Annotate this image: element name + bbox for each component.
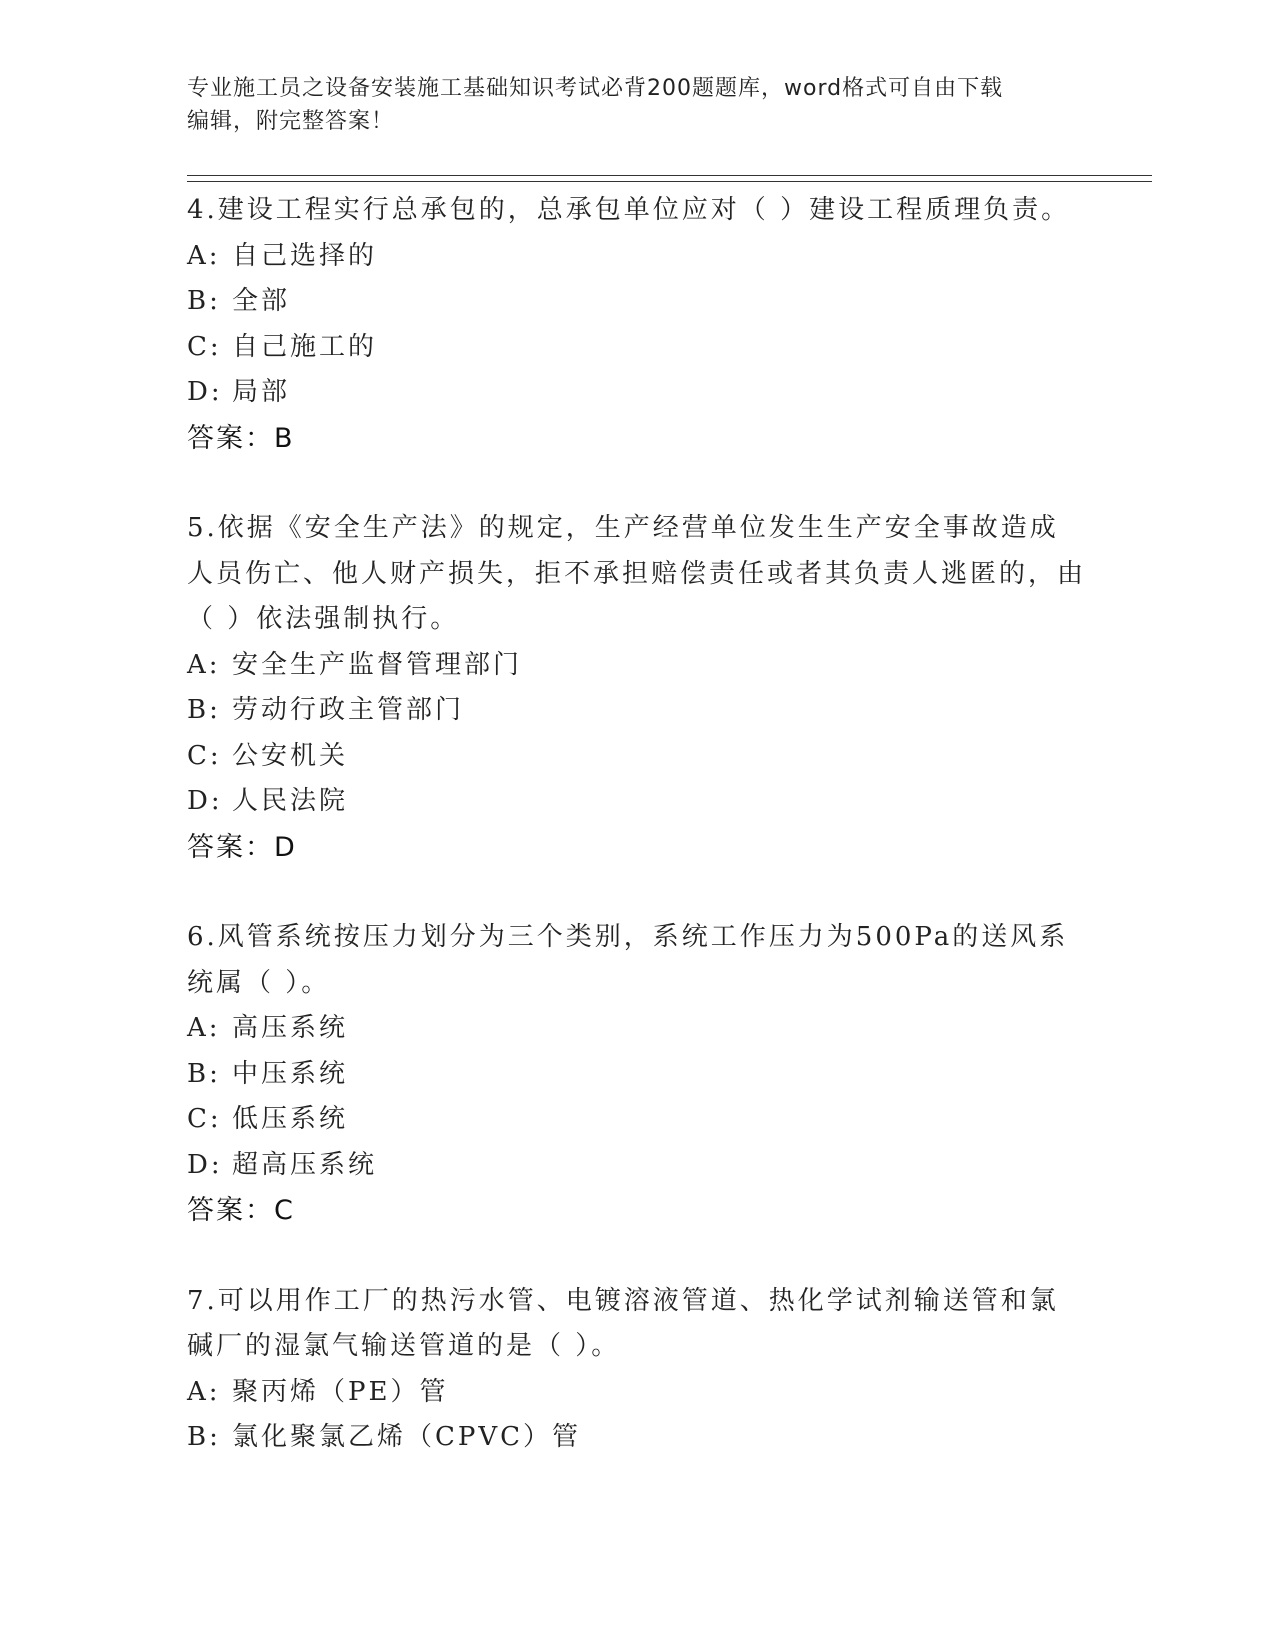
option-key: C:: [187, 1104, 222, 1134]
option-text: 全部: [232, 286, 291, 316]
option-key: D:: [187, 786, 223, 816]
option-key: D:: [187, 1149, 223, 1180]
option-a: [187, 1370, 1087, 1416]
option-d: [187, 1143, 1087, 1189]
option-key: C:: [187, 331, 222, 362]
option-b: [187, 1052, 1087, 1098]
option-key: A:: [187, 1376, 221, 1407]
option-c: [187, 734, 1087, 780]
header-divider-top: [187, 175, 1152, 176]
option-key: D:: [187, 377, 223, 407]
header-line-1: 专业施工员之设备安装施工基础知识考试必背200题题库，word格式可自由下载: [187, 76, 1004, 101]
question-item: [187, 915, 1087, 1234]
option-text: 聚丙烯（PE）管: [232, 1376, 449, 1407]
option-key: A:: [187, 1013, 221, 1043]
option-d: [187, 779, 1087, 825]
answer-line: 答案：C: [187, 1195, 295, 1226]
option-key: C:: [187, 740, 222, 771]
option-text: 自己施工的: [232, 331, 378, 362]
option-c: [187, 1097, 1087, 1143]
question-stem: 6.风管系统按压力划分为三个类别，系统工作压力为500Pa的送风系统属（ ）。: [187, 922, 1069, 998]
question-stem: 7.可以用作工厂的热污水管、电镀溶液管道、热化学试剂输送管和氯碱厂的湿氯气输送管道的是（ ）。: [187, 1285, 1059, 1361]
option-text: 中压系统: [232, 1058, 349, 1089]
option-text: 超高压系统: [232, 1149, 378, 1180]
option-text: 氯化聚氯乙烯（CPVC）管: [232, 1422, 582, 1452]
question-stem: 4.建设工程实行总承包的，总承包单位应对（ ）建设工程质理负责。: [187, 195, 1071, 225]
option-b: [187, 688, 1087, 734]
option-text: 劳动行政主管部门: [232, 695, 465, 725]
option-key: A:: [187, 240, 221, 271]
option-text: 公安机关: [232, 740, 349, 771]
option-text: 局部: [232, 377, 291, 407]
option-text: 人民法院: [232, 786, 349, 816]
question-item: [187, 506, 1087, 870]
option-text: 高压系统: [232, 1013, 349, 1043]
option-key: B:: [187, 695, 221, 725]
header-line-2: 编辑，附完整答案！: [187, 109, 395, 134]
option-a: [187, 1006, 1087, 1052]
option-b: [187, 279, 1087, 325]
option-text: 安全生产监督管理部门: [232, 649, 523, 680]
option-c: [187, 325, 1087, 371]
option-key: B:: [187, 1058, 221, 1089]
option-d: [187, 370, 1087, 416]
document-header: [187, 72, 1087, 138]
option-text: 自己选择的: [232, 240, 378, 271]
answer-line: 答案：D: [187, 831, 297, 863]
option-key: A:: [187, 649, 221, 680]
option-key: B:: [187, 1422, 221, 1452]
question-list: [187, 188, 1087, 1506]
option-a: [187, 643, 1087, 689]
question-item: [187, 1279, 1087, 1461]
option-b: [187, 1415, 1087, 1461]
header-divider-bottom: [187, 181, 1152, 182]
option-text: 低压系统: [232, 1104, 349, 1134]
option-key: B:: [187, 286, 221, 316]
answer-line: 答案：B: [187, 422, 295, 454]
option-a: [187, 234, 1087, 280]
question-item: [187, 188, 1087, 461]
question-stem: 5.依据《安全生产法》的规定，生产经营单位发生生产安全事故造成人员伤亡、他人财产损失，拒不承担赔偿责任或者其负责人逃匿的，由（ ）依法强制执行。: [187, 513, 1087, 634]
